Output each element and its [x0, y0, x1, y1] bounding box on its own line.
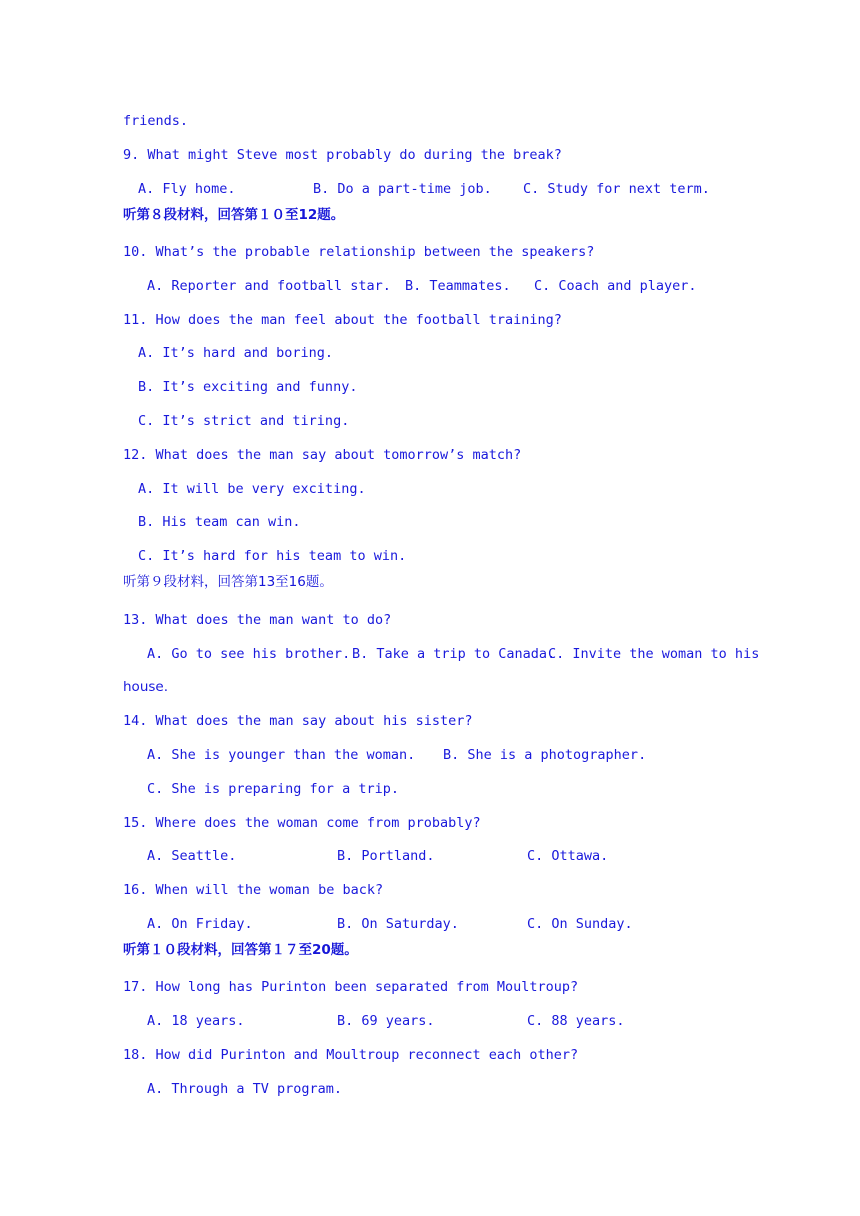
q11-option-b: B. It’s exciting and funny. — [138, 379, 358, 395]
q12-option-b: B. His team can win. — [138, 514, 301, 530]
q15-option-a: A. Seattle. — [147, 848, 237, 864]
question-12: 12. What does the man say about tomorrow’s match? — [123, 447, 522, 463]
q17-option-b: B. 69 years. — [337, 1013, 435, 1029]
question-15: 15. Where does the woman come from probably? — [123, 815, 481, 831]
q18-option-a: A. Through a TV program. — [147, 1081, 343, 1097]
q9-option-b: B. Do a part-time job. — [313, 181, 492, 197]
q15-option-c: C. Ottawa. — [527, 848, 609, 864]
section-10-heading: 听第１０段材料，回答第１７至20题。 — [123, 942, 358, 958]
section-8-heading: 听第８段材料，回答第１０至12题。 — [123, 207, 345, 223]
question-16: 16. When will the woman be back? — [123, 882, 384, 898]
question-17: 17. How long has Purinton been separated from Moultroup? — [123, 979, 579, 995]
q14-option-c: C. She is preparing for a trip. — [147, 781, 399, 797]
q13-option-c: C. Invite the woman to his — [548, 646, 760, 662]
q11-option-c: C. It’s strict and tiring. — [138, 413, 350, 429]
q13-option-a: A. Go to see his brother. — [147, 646, 351, 662]
q11-option-a: A. It’s hard and boring. — [138, 345, 334, 361]
question-9: 9. What might Steve most probably do during the break? — [123, 147, 562, 163]
q10-option-c: C. Coach and player. — [534, 278, 697, 294]
q16-option-a: A. On Friday. — [147, 916, 253, 932]
question-13: 13. What does the man want to do? — [123, 612, 392, 628]
q9-option-a: A. Fly home. — [138, 181, 236, 197]
question-18: 18. How did Purinton and Moultroup reconnect each other? — [123, 1047, 579, 1063]
q10-option-b: B. Teammates. — [405, 278, 511, 294]
q14-option-a: A. She is younger than the woman. — [147, 747, 416, 763]
q14-option-b: B. She is a photographer. — [443, 747, 647, 763]
question-11: 11. How does the man feel about the football training? — [123, 312, 562, 328]
q16-option-c: C. On Sunday. — [527, 916, 633, 932]
q13-option-c-continuation: house. — [123, 679, 169, 695]
question-10: 10. What’s the probable relationship between the speakers? — [123, 244, 595, 260]
q17-option-a: A. 18 years. — [147, 1013, 245, 1029]
q15-option-b: B. Portland. — [337, 848, 435, 864]
q10-option-a: A. Reporter and football star. — [147, 278, 391, 294]
q9-option-c: C. Study for next term. — [523, 181, 710, 197]
q12-option-a: A. It will be very exciting. — [138, 481, 366, 497]
section-9-heading: 听第９段材料，回答第13至16题。 — [123, 574, 333, 590]
q13-option-b: B. Take a trip to Canada. — [352, 646, 556, 662]
continuation-text: friends. — [123, 113, 189, 129]
q16-option-b: B. On Saturday. — [337, 916, 459, 932]
question-14: 14. What does the man say about his sister? — [123, 713, 473, 729]
q12-option-c: C. It’s hard for his team to win. — [138, 548, 407, 564]
q17-option-c: C. 88 years. — [527, 1013, 625, 1029]
